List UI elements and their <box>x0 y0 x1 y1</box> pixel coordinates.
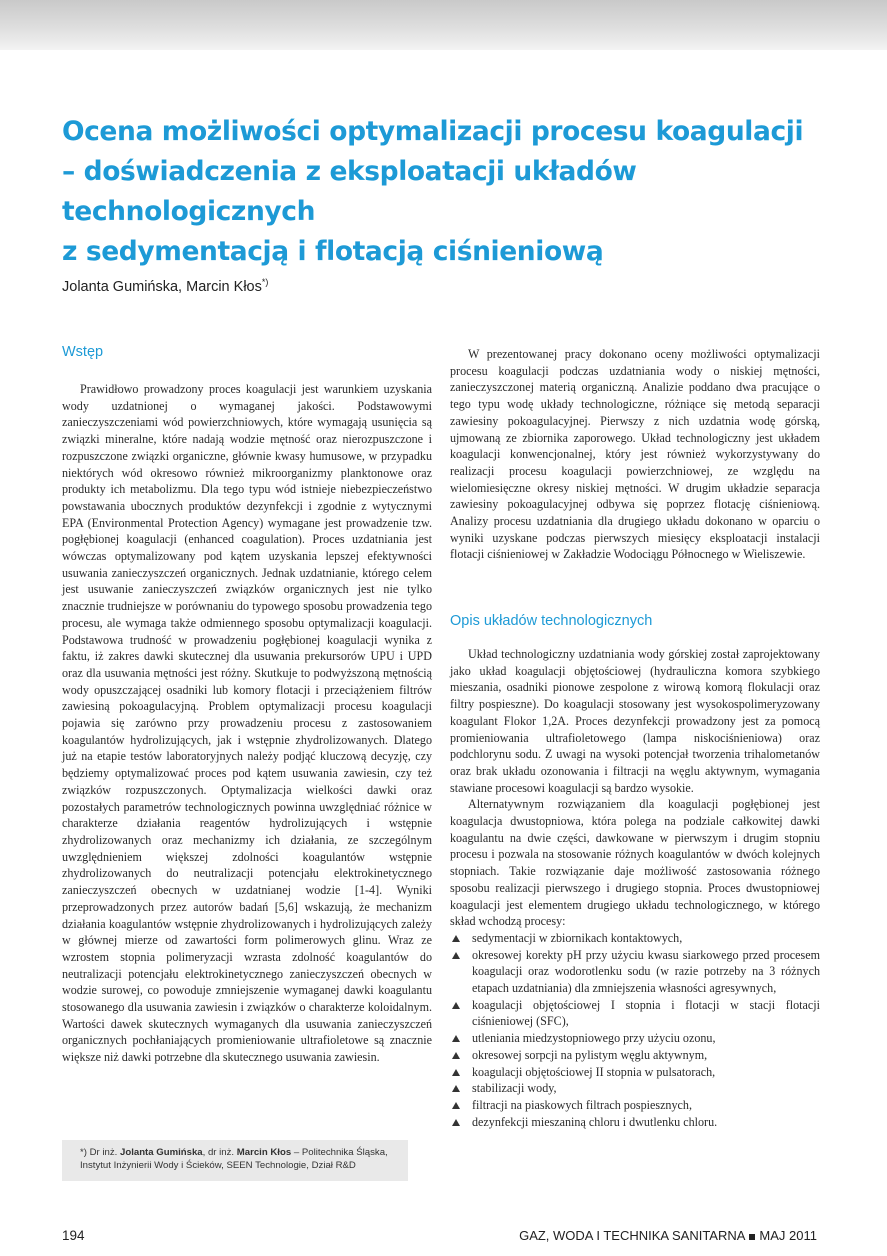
right-column <box>450 346 820 563</box>
triangle-bullet-icon <box>452 1052 460 1059</box>
author-footnote-mark: *) <box>261 277 269 287</box>
footnote-separator: , dr inż. <box>202 1147 235 1158</box>
list-item: stabilizacji wody, <box>450 1080 820 1097</box>
list-item: okresowej korekty pH przy użyciu kwasu siarkowego przed procesem koagulacji oraz wodorotlenku sodu (w razie potrzeby na 3 różnych etapach uzdatniania) dla zmniejszenia własności agresywnych, <box>450 947 820 997</box>
scan-top-shadow <box>0 0 887 50</box>
systems-column <box>450 646 820 1130</box>
left-column <box>62 381 432 1066</box>
list-item: koagulacji objętościowej I stopnia i flotacji w stacji flotacji ciśnieniowej (SFC), <box>450 997 820 1030</box>
triangle-bullet-icon <box>452 1002 460 1009</box>
triangle-bullet-icon <box>452 1035 460 1042</box>
section-heading-systems: Opis układów technologicznych <box>450 613 653 629</box>
list-item: utleniania miedzystopniowego przy użyciu ozonu, <box>450 1030 820 1047</box>
list-item: sedymentacji w zbiornikach kontaktowych, <box>450 930 820 947</box>
footnote-author-2: Marcin Kłos <box>236 1147 292 1158</box>
systems-paragraph-2: Alternatywnym rozwiązaniem dla koagulacji pogłębionej jest koagulacja dwustopniowa, która polega na podziale całkowitej dawki koagulantu na dwie części, dawkowane w pierwszym i drugim stopniu procesu i pozwala na stosowanie różnych koagulantów w dwóch kolejnych stopniach. Takie rozwiązanie daje możliwość zastosowania różnego sposobu realizacji pierwszego i drugiego stopnia. Proces dwustopniowej koagulacji jest elementem drugiego układu technologicznego, w którego skład wchodzą procesy: <box>450 797 820 929</box>
intro-paragraph: Prawidłowo prowadzony proces koagulacji jest warunkiem uzyskania wody uzdatnionej o wymaganej jakości. Podstawowymi zanieczyszczeniami wód powierzchniowych, które wymagają usunięcia są związki mineralne, które nadają wodzie mętność oraz nierozpuszczone i rozpuszczone związki organiczne, głównie kwasy humusowe, w przypadku niektórych wód okresowo również mikroorganizmy planktonowe oraz produkty ich metabolizmu. Dla tego typu wód istnieje niebezpieczeństwo powstawania ubocznych produktów dezynfekcji i zgodnie z wytycznymi EPA (Environmental Protection Agency) wymagane jest prowadzenie tzw. pogłębionej koagulacji (enhanced coagulation). Proces uzdatniania jest wówczas optymalizowany pod kątem uzyskania lepszej efektywności usuwania zanieczyszczeń organicznych. Jednak uzdatnianie, którego celem jest usuwanie zanieczyszczeń związków organicznych jest nie tylko znacznie trudniejsze w porównaniu do typowego sposobu prowadzenia tego procesu, ale wymaga także odmiennego sposobu optymalizacji koagulacji. Podstawowa trudność w prowadzeniu pogłębionej koagulacji wynika z faktu, iż zakres dawki skutecznej dla usuwania prekursorów UPU i UPD oraz dla usuwania mętności jest różny. Skutkuje to podwyższoną mętnością wody opuszczającej osadniki lub komory flotacji i przeciążeniem filtrów zawiesiną pokoagulacyjną. Problem optymalizacji procesu koagulacji pojawia się zarówno przy prowadzeniu procesu z zastosowaniem koagulantów hydrolizujących, jak i wstępnie zhydrolizowanych. Dlatego już na etapie testów laboratoryjnych należy podjąć kluczową decyzję, czy będziemy optymalizować proces pod kątem usuwania zawiesin, czy też związków rozpuszczonych. Optymalizacja wielkości dawki oraz pozostałych parametrów technologicznych powinna uwzględniać różnice w charakterze działania reagentów hydrolizujących i wstępnie zhydrolizowanych oraz mechanizmy ich działania, ze szczególnym uwzględnieniem większej zdolności koagulantów wstępnie zhydrolizowanych do neutralizacji potencjału elektrokinetycznego zanieczyszczeń obecnych w uzdatnianej wodzie [1-4]. Wyniki przeprowadzonych przez autorów badań [5,6] wskazują, że mechanizm działania koagulantów wstępnie zhydrolizowanych i hydrolizujących zależy w głównej mierze od zawartości form polimerowych glinu. Wraz ze wzrostem stopnia polimeryzacji wzrasta zdolność koagulantów do neutralizacji potencjału elektrokinetycznego zanieczyszczeń obecnych w wodzie surowej, co powoduje zmniejszenie wymaganej dawki koagulantu stosowanego dla usuwania zawiesin i związków o charakterze koloidalnym. Wartości dawek skutecznych wymaganych dla usuwania zanieczyszczeń organicznych pochłaniających promieniowanie ultrafioletowe są znacznie większe niż dawki potrzebne dla skutecznego usuwania zawiesin. <box>62 382 432 1065</box>
authors <box>62 277 268 295</box>
triangle-bullet-icon <box>452 1119 460 1126</box>
list-item: filtracji na piaskowych filtrach pospiesznych, <box>450 1097 820 1114</box>
author-footnote <box>62 1140 408 1181</box>
section-heading-intro: Wstęp <box>62 344 104 360</box>
page-number: 194 <box>62 1228 85 1243</box>
triangle-bullet-icon <box>452 935 460 942</box>
journal-name: GAZ, WODA I TECHNIKA SANITARNA <box>519 1228 746 1243</box>
triangle-bullet-icon <box>452 1102 460 1109</box>
systems-paragraph-1: Układ technologiczny uzdatniania wody górskiej został zaprojektowany jako układ koagulacji objętościowej (hydrauliczna komora szybkiego mieszania, osadniki pionowe zespolone z wirową komorą flokulacji oraz filtry pospieszne). Do koagulacji stosowany jest wysokospolimeryzowany koagulant Flokor 1,2A. Proces dezynfekcji prowadzony jest za pomocą promieniowania ultrafioletowego (lampa niskociśnieniowa) oraz podchlorynu sodu. Z uwagi na wysoki potencjał tworzenia trihalometanów oraz brak układu ozonowania i filtracji na węglu aktywnym, wymagania stawiane procesowi koagulacji są bardzo wysokie. <box>450 647 820 795</box>
triangle-bullet-icon <box>452 1069 460 1076</box>
author-names: Jolanta Gumińska, Marcin Kłos <box>62 278 262 295</box>
title-line-3: z sedymentacją i flotacją ciśnieniową <box>62 236 604 267</box>
footnote-mark: *) <box>80 1147 87 1158</box>
list-item: koagulacji objętościowej II stopnia w pulsatorach, <box>450 1064 820 1081</box>
journal-issue: MAJ 2011 <box>759 1228 817 1243</box>
process-list <box>450 930 820 1130</box>
list-item: okresowej sorpcji na pylistym węglu aktywnym, <box>450 1047 820 1064</box>
list-item: dezynfekcji mieszaniną chloru i dwutlenku chloru. <box>450 1114 820 1131</box>
square-separator-icon <box>749 1234 755 1240</box>
footnote-author-1: Jolanta Gumińska <box>120 1147 203 1158</box>
title-line-2: – doświadczenia z eksploatacji układów technologicznych <box>62 156 637 227</box>
article-title <box>62 112 832 272</box>
title-line-1: Ocena możliwości optymalizacji procesu koagulacji <box>62 116 804 147</box>
triangle-bullet-icon <box>452 1085 460 1092</box>
footnote-affiliation: – Politechnika Śląska, Instytut Inżynierii Wody i Ścieków, SEEN Technologie, Dział R&D <box>80 1147 388 1172</box>
triangle-bullet-icon <box>452 952 460 959</box>
journal-footer <box>519 1228 817 1243</box>
footnote-prefix: Dr inż. <box>89 1147 118 1158</box>
right-paragraph-1: W prezentowanej pracy dokonano oceny możliwości optymalizacji procesu koagulacji podczas uzdatniania wody o niskiej mętności, zanieczyszczonej materią organiczną. Analizie poddano dwa pracujące o tego typu wodę układy technologiczne, różniące się metodą separacji zawiesiny pokoagulacyjnej. Pierwszy z nich uzdatnia wodę górską, ujmowaną ze zbiornika zaporowego. Układ technologiczny jest układem koagulacji konwencjonalnej, który jest również wykorzystywany do realizacji procesu koagulacji powierzchniowej, ze względu na wielomiesięczne okresy niskiej mętności. W drugim układzie separacja zawiesiny pokoagulacyjnej odbywa się poprzez flotację ciśnieniową. Analizy procesu uzdatniania dla drugiego układu dokonano w oparciu o wyniki uzyskane podczas pierwszych miesięcy eksploatacji instalacji flotacji ciśnieniowej w Zakładzie Wodociągu Północnego w Wieliszewie. <box>450 347 820 562</box>
